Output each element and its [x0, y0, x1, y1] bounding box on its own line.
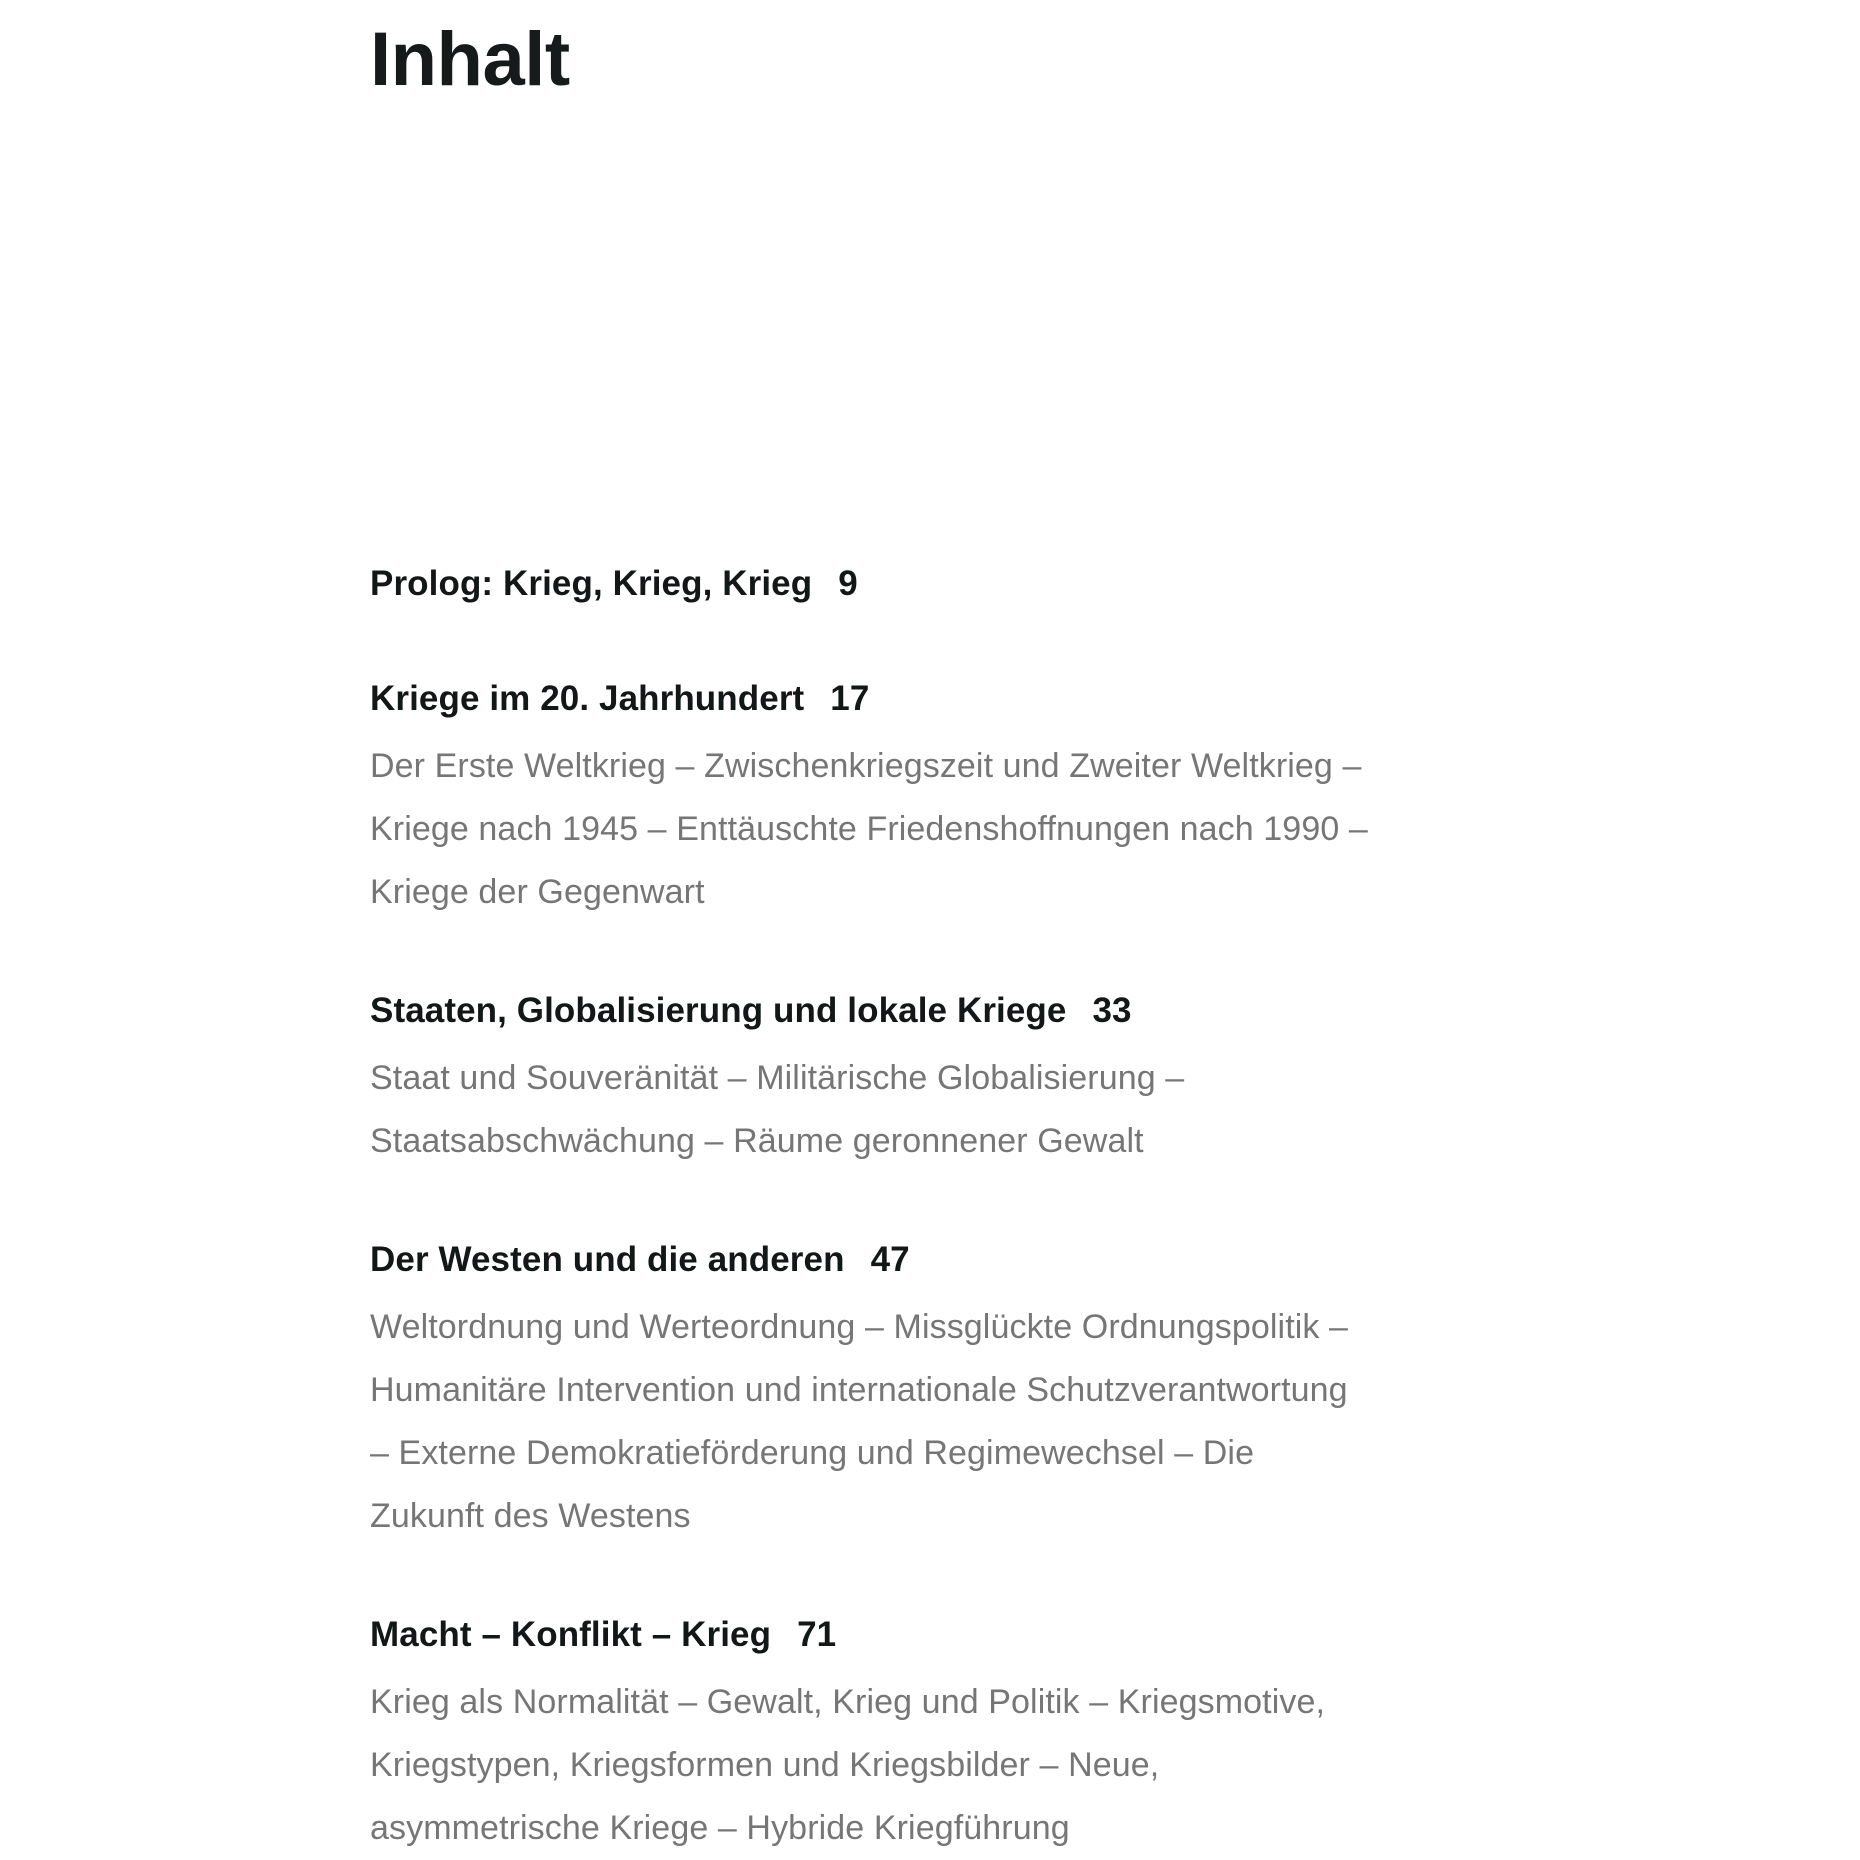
toc-entry-subtitle: Krieg als Normalität – Gewalt, Krieg und Politik – Kriegsmotive, Kriegstypen, Kriegsformen und Kriegsbilder – Neue, asymmetrische Kriege – Hybride Kriegführung: [370, 1683, 1326, 1847]
table-of-contents: [370, 560, 1530, 1860]
toc-entry-page-number: 17: [830, 679, 870, 718]
toc-entry-page-number: 9: [838, 564, 858, 603]
toc-entry-heading[interactable]: [370, 560, 1530, 607]
toc-entry[interactable]: [370, 987, 1530, 1173]
toc-entry-title: Der Westen und die anderen: [370, 1240, 845, 1279]
toc-entry-page-number: 71: [797, 1615, 837, 1654]
toc-entry-title: Kriege im 20. Jahrhundert: [370, 679, 805, 718]
toc-entry-title: Staaten, Globalisierung und lokale Kriege: [370, 991, 1067, 1030]
toc-entry-heading[interactable]: [370, 987, 1530, 1034]
toc-entry-heading[interactable]: [370, 675, 1530, 722]
toc-entry-title: Macht – Konflikt – Krieg: [370, 1615, 772, 1654]
toc-entry-title: Prolog: Krieg, Krieg, Krieg: [370, 564, 813, 603]
toc-entry-page-number: 47: [870, 1240, 910, 1279]
toc-entry[interactable]: [370, 1611, 1530, 1860]
toc-entry-heading[interactable]: [370, 1611, 1530, 1658]
toc-entry[interactable]: [370, 675, 1530, 924]
page-title: Inhalt: [370, 16, 570, 102]
toc-entry-page-number: 33: [1092, 991, 1132, 1030]
toc-entry-subtitle: Weltordnung und Werteordnung – Missglückte Ordnungspolitik – Humanitäre Intervention und internationale Schutzverantwortung – Externe Demokratieförderung und Regimewechsel – Die Zukunft des Westens: [370, 1308, 1349, 1535]
toc-entry[interactable]: [370, 1236, 1530, 1548]
toc-entry-subtitle: Der Erste Weltkrieg – Zwischenkriegszeit und Zweiter Weltkrieg – Kriege nach 1945 – Enttäuschte Friedenshoffnungen nach 1990 – Kriege der Gegenwart: [370, 747, 1368, 911]
toc-entry-subtitle: Staat und Souveränität – Militärische Globalisierung – Staatsabschwächung – Räume geronnener Gewalt: [370, 1059, 1185, 1160]
toc-entry-heading[interactable]: [370, 1236, 1530, 1283]
toc-entry[interactable]: [370, 560, 1530, 607]
